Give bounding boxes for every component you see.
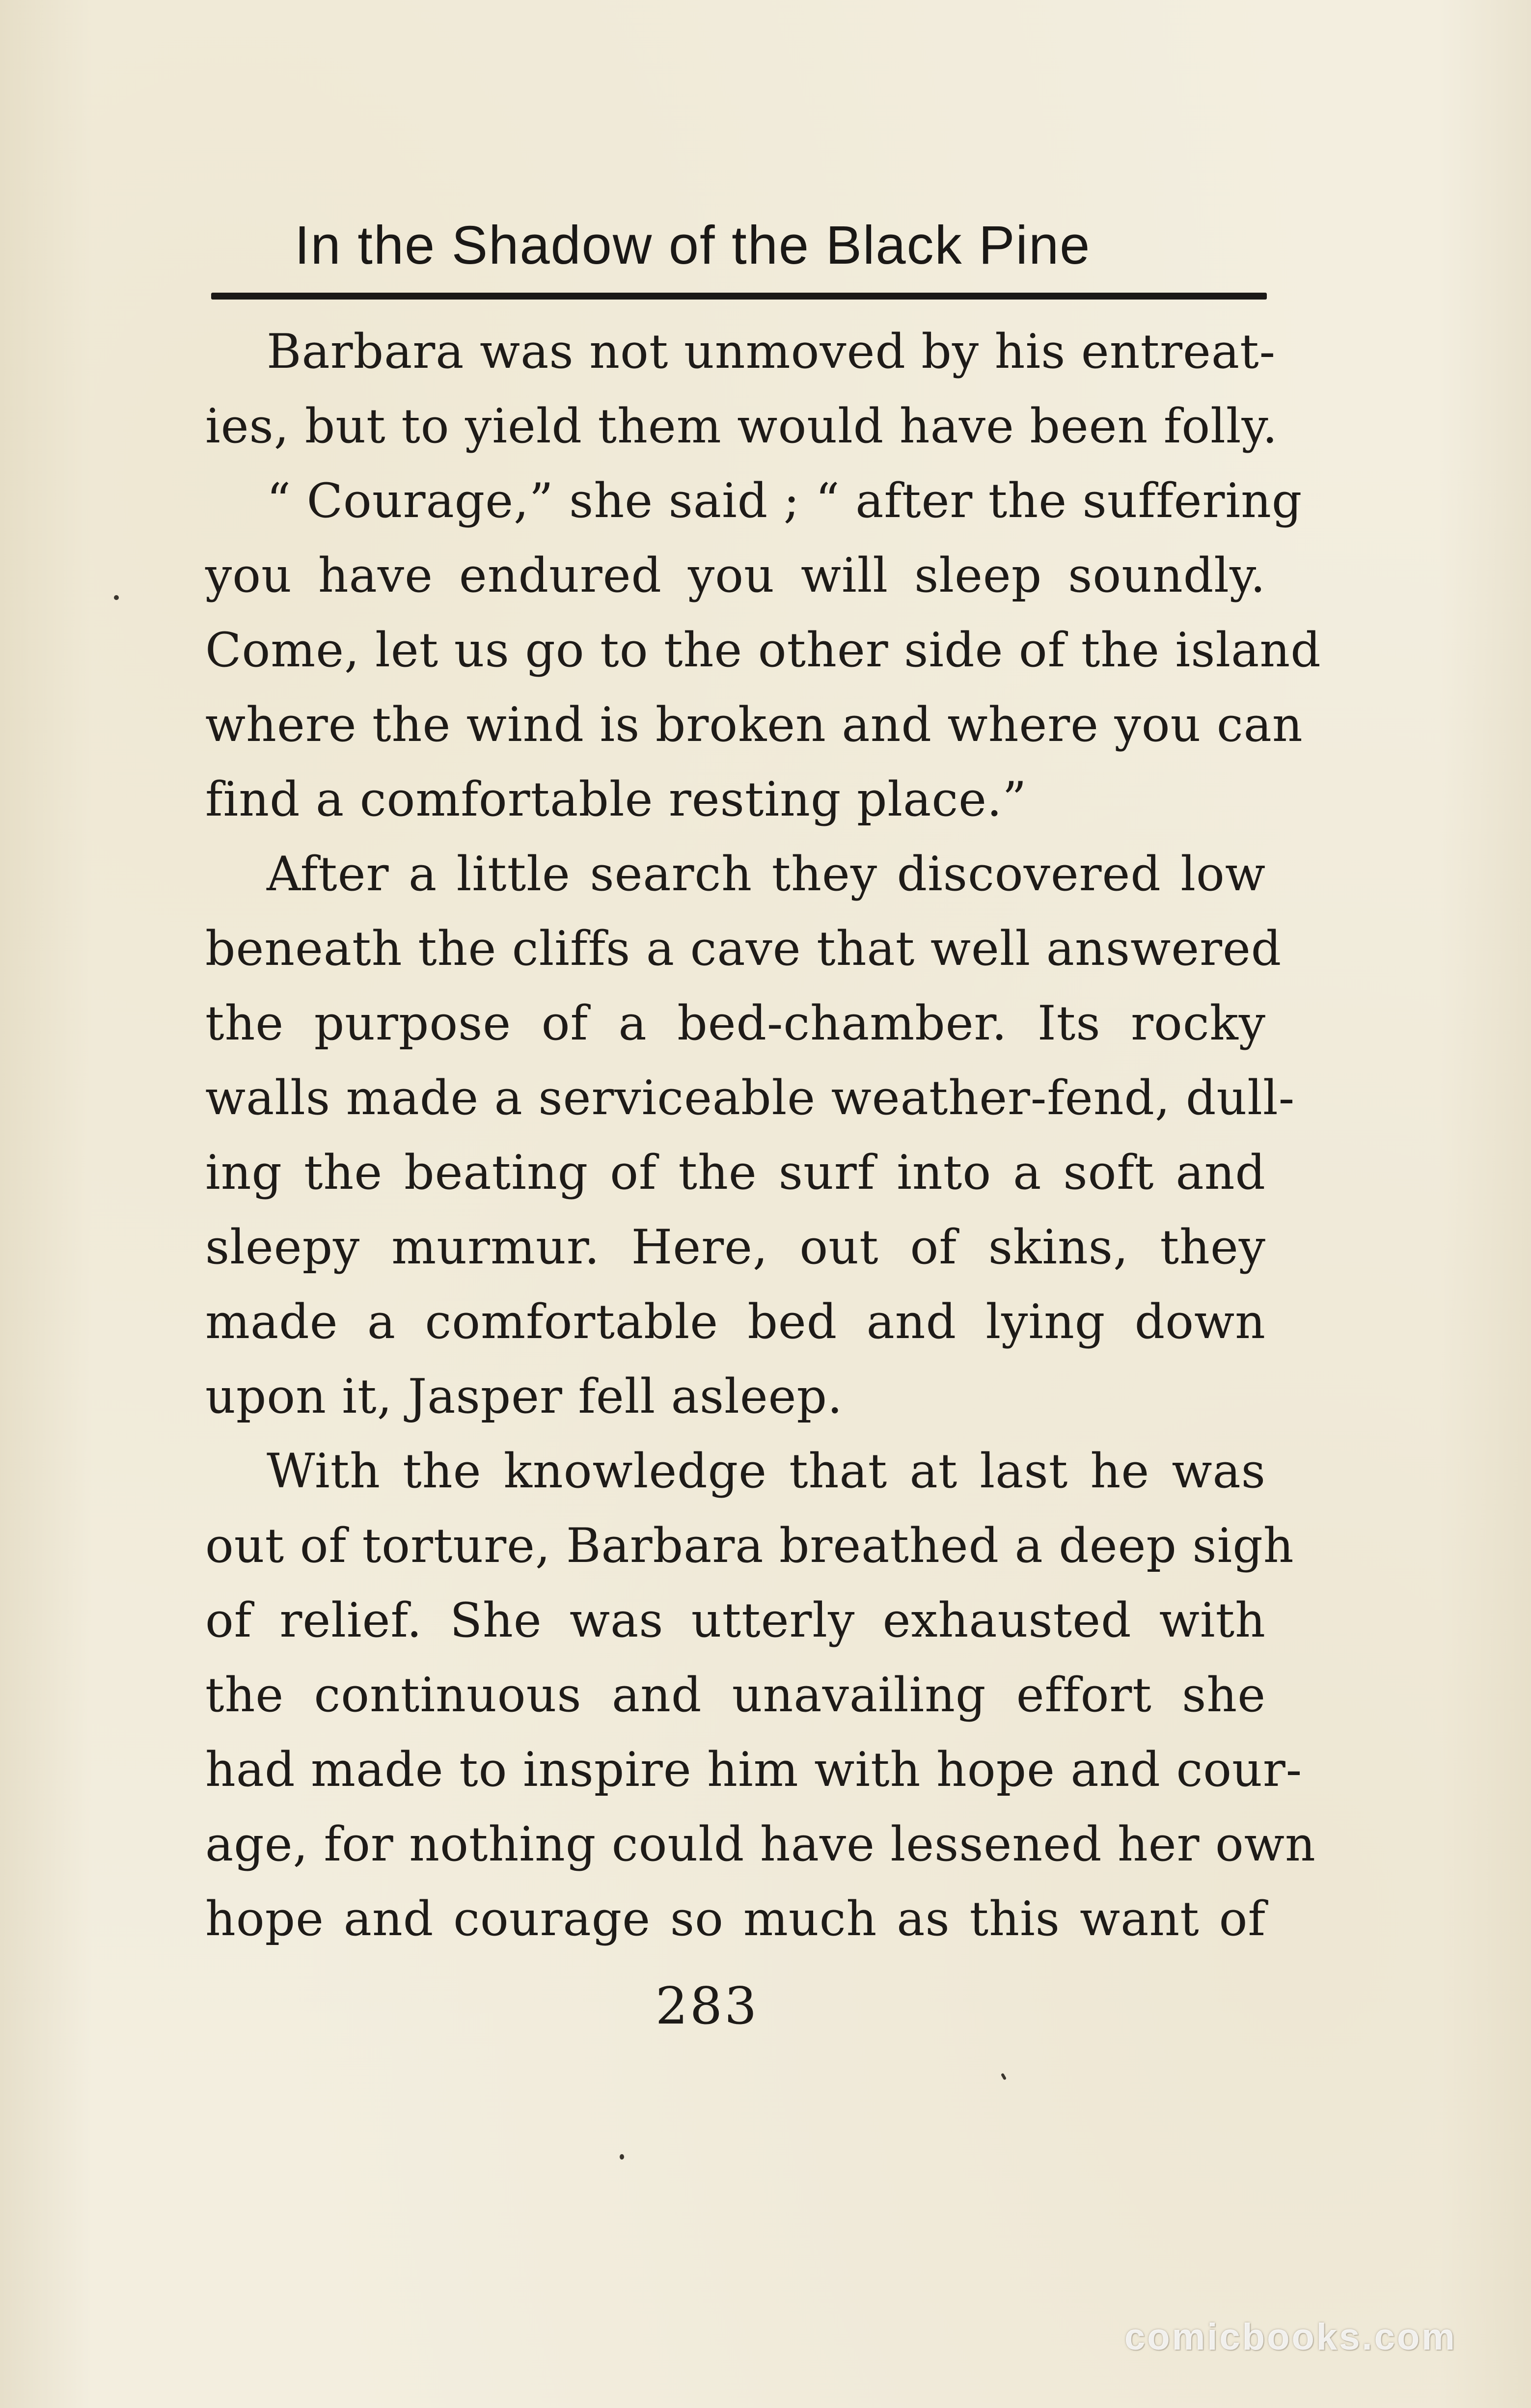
text-line: Barbara was not unmoved by his entreat- [267, 324, 1276, 379]
text-line: made a comfortable bed and lying down [205, 1294, 1266, 1349]
text-line: out of torture, Barbara breathed a deep sigh [205, 1518, 1294, 1573]
body-text [205, 314, 1321, 1956]
watermark-logo: comicbooks.com [1124, 2316, 1457, 2358]
text-line: where the wind is broken and where you can [205, 697, 1303, 752]
running-head [211, 211, 1272, 285]
text-line: ies, but to yield them would have been folly. [205, 399, 1278, 454]
ink-speck [620, 2154, 624, 2160]
running-head-title: In the Shadow of the Black Pine [295, 215, 1091, 275]
text-line: beneath the cliffs a cave that well answered [205, 921, 1282, 976]
text-line: After a little search they discovered low [267, 847, 1266, 902]
text-line: find a comfortable resting place.” [205, 772, 1027, 827]
text-line: walls made a serviceable weather-fend, dull- [205, 1070, 1295, 1125]
text-line: ing the beating of the surf into a soft and [205, 1145, 1266, 1200]
text-line: hope and courage so much as this want of [205, 1891, 1266, 1946]
header-rule [211, 293, 1267, 300]
text-line: of relief. She was utterly exhausted with [205, 1593, 1266, 1648]
text-line: upon it, Jasper fell asleep. [205, 1369, 843, 1424]
text-line: “ Courage,” she said ; “ after the suffering [267, 473, 1303, 528]
text-line: With the knowledge that at last he was [267, 1444, 1266, 1499]
text-line: you have endured you will sleep soundly. [205, 548, 1266, 603]
ink-speck [1001, 2073, 1007, 2080]
ink-speck [114, 595, 119, 600]
text-line: had made to inspire him with hope and cour- [205, 1742, 1303, 1797]
text-line: age, for nothing could have lessened her own [205, 1817, 1316, 1872]
text-line: sleepy murmur. Here, out of skins, they [205, 1220, 1266, 1275]
text-line: Come, let us go to the other side of the island [205, 623, 1321, 678]
text-line: the continuous and unavailing effort she [205, 1668, 1266, 1723]
text-line: the purpose of a bed-chamber. Its rocky [205, 996, 1266, 1051]
page-number: 283 [655, 1976, 759, 2036]
